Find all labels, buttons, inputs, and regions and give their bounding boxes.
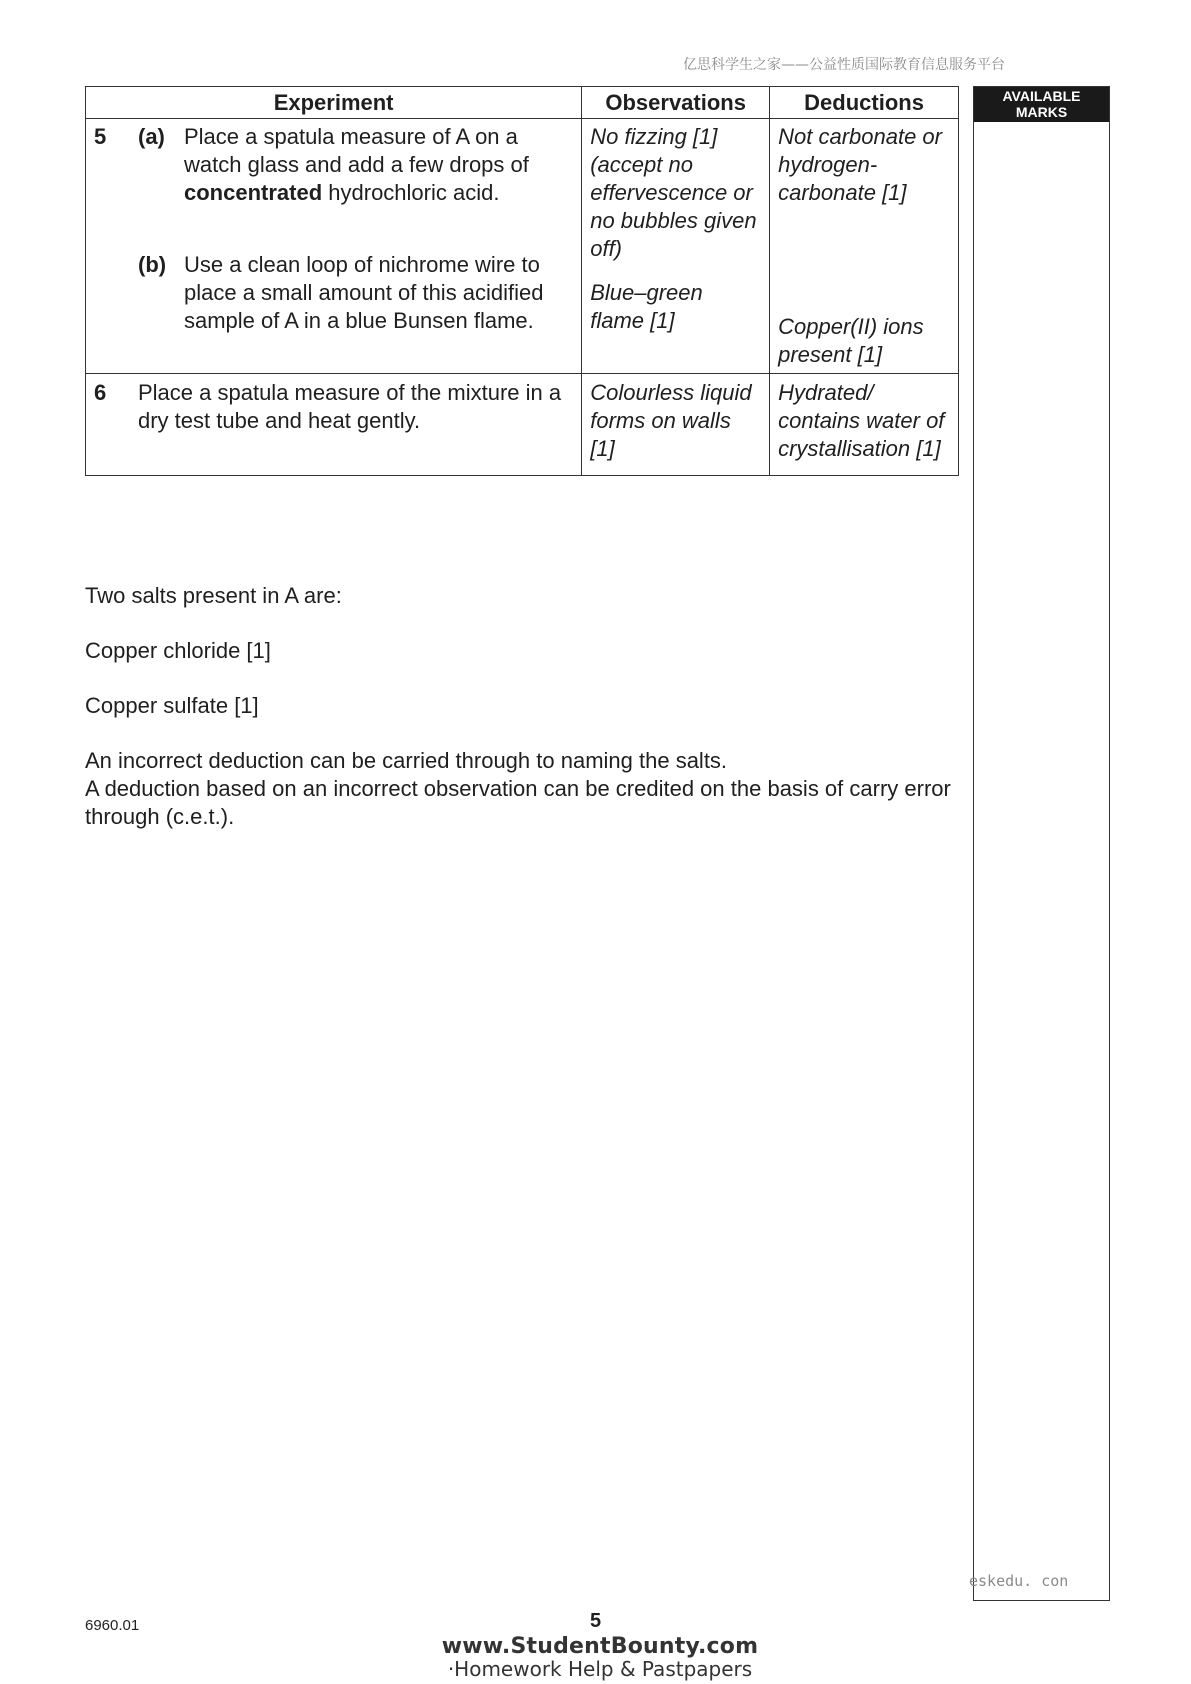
available-marks-label-2: MARKS	[1015, 104, 1068, 120]
q6-number: 6	[94, 380, 107, 405]
available-marks-label-1: AVAILABLE	[1002, 88, 1081, 104]
q5a-text-before: Place a spatula measure of A on a watch glass and add a few drops of	[184, 124, 529, 177]
q5b-text: Use a clean loop of nichrome wire to place a small amount of this acidified sample of A in a blue Bunsen flame.	[184, 252, 544, 333]
available-marks-column	[973, 86, 1110, 1601]
salts-intro: Two salts present in A are:	[85, 583, 342, 608]
paper-code: 6960.01	[85, 1617, 140, 1634]
table-header-row	[86, 87, 959, 119]
q5-deductions-cell	[770, 119, 959, 374]
page-number: 5	[590, 1610, 602, 1632]
note-cet: A deduction based on an incorrect observation can be credited on the basis of carry error through (c.e.t.).	[85, 776, 951, 829]
q5-observations-cell	[582, 119, 770, 374]
q5a-observation: No fizzing [1] (accept no effervescence or no bubbles given off)	[590, 124, 757, 261]
q5b-part: (b)	[138, 252, 167, 277]
q5a-part: (a)	[138, 124, 165, 149]
header-deductions: Deductions	[770, 87, 959, 119]
side-watermark: eskedu. con	[969, 1572, 1069, 1590]
q5a-text-bold: concentrated	[184, 180, 323, 205]
q6-deduction: Hydrated/ contains water of crystallisation [1]	[770, 374, 959, 476]
salt-2: Copper sulfate [1]	[85, 693, 259, 718]
q6-observation: Colourless liquid forms on walls [1]	[582, 374, 770, 476]
studentbounty-url: www.StudentBounty.com	[441, 1634, 759, 1659]
q6-experiment-cell	[86, 374, 582, 476]
studentbounty-tagline: ·Homework Help & Pastpapers	[447, 1657, 753, 1681]
q5-experiment-cell	[86, 119, 582, 374]
q6-text: Place a spatula measure of the mixture in a dry test tube and heat gently.	[138, 380, 562, 433]
studentbounty-logo	[440, 1636, 760, 1680]
salt-1: Copper chloride [1]	[85, 638, 271, 663]
q5-number: 5	[94, 124, 107, 149]
table-row-q5	[86, 119, 959, 374]
q5a-text	[184, 123, 573, 207]
q5b-observation: Blue–green flame [1]	[590, 280, 703, 333]
note-incorrect-deduction: An incorrect deduction can be carried through to naming the salts.	[85, 748, 728, 773]
available-marks-header	[974, 87, 1109, 122]
header-observations: Observations	[582, 87, 770, 119]
table-row-q6	[86, 374, 959, 476]
q5a-text-after: hydrochloric acid.	[322, 180, 500, 205]
q5b-deduction: Copper(II) ions present [1]	[778, 314, 924, 367]
header-watermark: 亿思科学生之家——公益性质国际教育信息服务平台	[683, 57, 1005, 73]
q5a-deduction: Not carbonate or hydrogen-carbonate [1]	[778, 124, 942, 205]
header-experiment: Experiment	[86, 87, 582, 119]
mark-scheme-table	[85, 86, 959, 476]
